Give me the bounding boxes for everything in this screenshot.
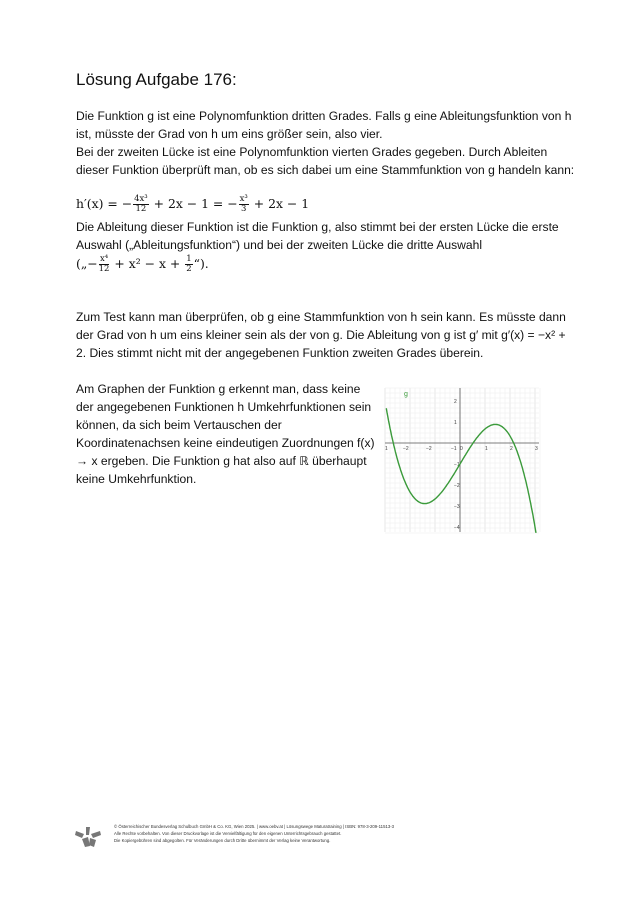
formula-text: + 2x − 1 = − (149, 196, 238, 211)
y-tick-label: −1 (454, 462, 460, 468)
x-tick-label: −2 (403, 446, 409, 452)
y-tick-label: −3 (454, 504, 460, 510)
y-tick-label: 2 (454, 399, 457, 405)
function-graph (383, 386, 541, 534)
curve-label: g (404, 391, 408, 398)
x-tick-label: 0 (460, 446, 463, 452)
y-tick-label: −4 (454, 525, 460, 531)
x-tick-label: 2 (510, 446, 513, 452)
paragraph-inverse: Am Graphen der Funktion g erkennt man, dass keine der angegebenen Funktionen h Umkehrfunktionen sein können, da sich beim Vertauschen der Koordinatenachsen keine eindeutigen Zuordnungen f(x) → x ergeben. Die Funktion g hat also auf ℝ überhaupt keine Umkehrfunktion. (76, 382, 375, 486)
footer-copyright: © Österreichischer Bundesverlag Schulbuch GmbH & Co. KG, Wien 2025. | www.oebv.at | Lösungswege Maturatraining | ISBN: 978-3-209-11513-3 (114, 824, 395, 829)
y-tick-label: 1 (454, 420, 457, 426)
x-tick-label: 1 (385, 446, 388, 452)
fraction: $\frac{1}{2}$ (186, 254, 192, 274)
formula-selection (76, 255, 209, 274)
x-tick-label: 1 (485, 446, 488, 452)
paragraph-degree: Die Funktion g ist eine Polynomfunktion dritten Grades. Falls g eine Ableitungsfunktion von h ist, müsste der Grad von h um eins größer sein, also vier. (76, 109, 572, 141)
formula-text: („− (76, 256, 98, 271)
page-title: Lösung Aufgabe 176: (76, 70, 237, 89)
footer (114, 823, 394, 844)
formula-text: “). (193, 256, 209, 271)
paragraph-conclusion: Die Ableitung dieser Funktion ist die Funktion g, also stimmt bei der ersten Lücke die erste Auswahl („Ableitungsfunktion“) und bei der zweiten Lücke die dritte Auswahl (76, 220, 559, 252)
x-tick-label: −2 (426, 446, 432, 452)
fraction: $\frac{\text{4x³}}{12}$ (134, 194, 148, 214)
fraction: $\frac{\text{x³}}{3}$ (239, 194, 248, 214)
formula-text: h′(x) = − (76, 196, 133, 211)
formula-text: + 2x − 1 (249, 196, 310, 211)
y-tick-label: −2 (454, 483, 460, 489)
footer-fees: Die Kopiergebühren sind abgegolten. Für Veränderungen durch Dritte übernimmt der Verlag keine Verantwortung. (114, 838, 331, 843)
formula-h-derivative (76, 195, 309, 214)
fraction: $\frac{\text{x⁴}}{12}$ (98, 254, 110, 274)
x-tick-label: 3 (535, 446, 538, 452)
formula-text: + x² − x + (110, 256, 185, 271)
curve-g (386, 408, 536, 533)
paragraph-derivative-check: Bei der zweiten Lücke ist eine Polynomfunktion vierten Grades gegeben. Durch Ableiten dieser Funktion überprüft man, ob es sich dabei um eine Stammfunktion von g handeln kann: (76, 145, 575, 177)
paragraph-test: Zum Test kann man überprüfen, ob g eine Stammfunktion von h sein kann. Es müsste dann der Grad von h um eins kleiner sein als der von g. Die Ableitung von g ist g′ mit g′(x) = −x² + 2. Dies stimmt nicht mit der angegebenen Funktion zweiten Grades überein. (76, 310, 566, 360)
publisher-logo-icon (74, 825, 106, 849)
x-tick-label: −1 (451, 446, 457, 452)
footer-rights: Alle Rechte vorbehalten. Von dieser Druckvorlage ist die Vervielfältigung für den eigenen Unterrichtsgebrauch gestattet. (114, 831, 342, 836)
